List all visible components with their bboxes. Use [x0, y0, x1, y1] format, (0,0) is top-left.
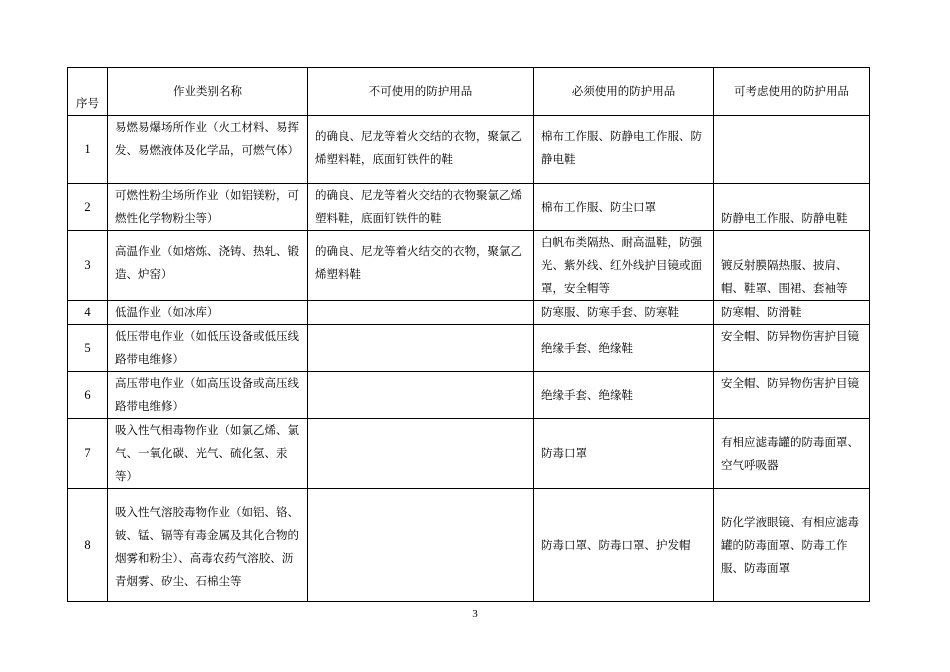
- row-required: 防毒口罩: [534, 419, 714, 489]
- row-seq: 7: [68, 419, 108, 489]
- header-required: 必须使用的防护用品: [534, 68, 714, 116]
- table-row: [68, 419, 870, 489]
- row-name: 易燃易爆场所作业（火工材料、易挥发、易燃液体及化学品，可燃气体）: [108, 116, 308, 184]
- row-optional: 防化学液眼镜、有相应滤毒罐的防毒面罩、防毒工作服、防毒面罩: [714, 489, 870, 602]
- row-seq: 5: [68, 325, 108, 372]
- header-optional: 可考虑使用的防护用品: [714, 68, 870, 116]
- row-name: 高压带电作业（如高压设备或高压线路带电维修）: [108, 372, 308, 419]
- row-forbidden: 的确良、尼龙等着火结交的衣物，聚氯乙烯塑料鞋: [308, 231, 534, 301]
- row-name: 低温作业（如冰库）: [108, 301, 308, 325]
- row-optional: 镀反射膜隔热服、披肩、帽、鞋罩、围裙、套袖等: [714, 231, 870, 301]
- row-required: 棉布工作服、防静电工作服、防静电鞋: [534, 116, 714, 184]
- row-seq: 4: [68, 301, 108, 325]
- row-seq: 8: [68, 489, 108, 602]
- table-row: [68, 372, 870, 419]
- row-optional: 防静电工作服、防静电鞋: [714, 184, 870, 231]
- row-required: 白帆布类隔热、耐高温鞋，防强光、紫外线、红外线护目镜或面罩，安全帽等: [534, 231, 714, 301]
- header-row: [68, 68, 870, 116]
- table-row: [68, 184, 870, 231]
- row-name: 吸入性气溶胶毒物作业（如铝、铬、铍、锰、镉等有毒金属及其化合物的烟雾和粉尘）、高毒农药气溶胶、沥青烟雾、矽尘、石棉尘等: [108, 489, 308, 602]
- row-name: 低压带电作业（如低压设备或低压线路带电维修）: [108, 325, 308, 372]
- row-name: 可燃性粉尘场所作业（如铝镁粉，可燃性化学物粉尘等）: [108, 184, 308, 231]
- row-forbidden: 的确良、尼龙等着火交结的衣物，聚氯乙烯塑料鞋，底面钉铁件的鞋: [308, 116, 534, 184]
- row-forbidden: [308, 325, 534, 372]
- table-row: [68, 325, 870, 372]
- protective-equipment-table: [67, 67, 870, 602]
- header-forbidden: 不可使用的防护用品: [308, 68, 534, 116]
- page-number: 3: [472, 608, 478, 620]
- row-name: 高温作业（如熔炼、浇铸、热轧、锻造、炉窑）: [108, 231, 308, 301]
- row-seq: 1: [68, 116, 108, 184]
- row-forbidden: [308, 419, 534, 489]
- row-required: 绝缘手套、绝缘鞋: [534, 372, 714, 419]
- table-row: [68, 489, 870, 602]
- row-optional: 安全帽、防异物伤害护目镜: [714, 325, 870, 372]
- row-forbidden: [308, 372, 534, 419]
- row-forbidden: [308, 301, 534, 325]
- row-optional: [714, 116, 870, 184]
- row-required: 防毒口罩、防毒口罩、护发帽: [534, 489, 714, 602]
- table-row: [68, 301, 870, 325]
- row-forbidden: [308, 489, 534, 602]
- row-forbidden: 的确良、尼龙等着火交结的衣物聚氯乙烯塑料鞋，底面钉铁件的鞋: [308, 184, 534, 231]
- row-seq: 2: [68, 184, 108, 231]
- row-optional: 安全帽、防异物伤害护目镜: [714, 372, 870, 419]
- table-row: [68, 116, 870, 184]
- row-required: 绝缘手套、绝缘鞋: [534, 325, 714, 372]
- row-required: 防寒服、防寒手套、防寒鞋: [534, 301, 714, 325]
- row-seq: 3: [68, 231, 108, 301]
- row-optional: 有相应滤毒罐的防毒面罩、空气呼吸器: [714, 419, 870, 489]
- table-row: [68, 231, 870, 301]
- row-name: 吸入性气相毒物作业（如氯乙烯、氯气、一氧化碳、光气、硫化氢、汞等）: [108, 419, 308, 489]
- row-optional: 防寒帽、防滑鞋: [714, 301, 870, 325]
- header-seq: 序号: [68, 68, 108, 116]
- row-required: 棉布工作服、防尘口罩: [534, 184, 714, 231]
- header-name: 作业类别名称: [108, 68, 308, 116]
- row-seq: 6: [68, 372, 108, 419]
